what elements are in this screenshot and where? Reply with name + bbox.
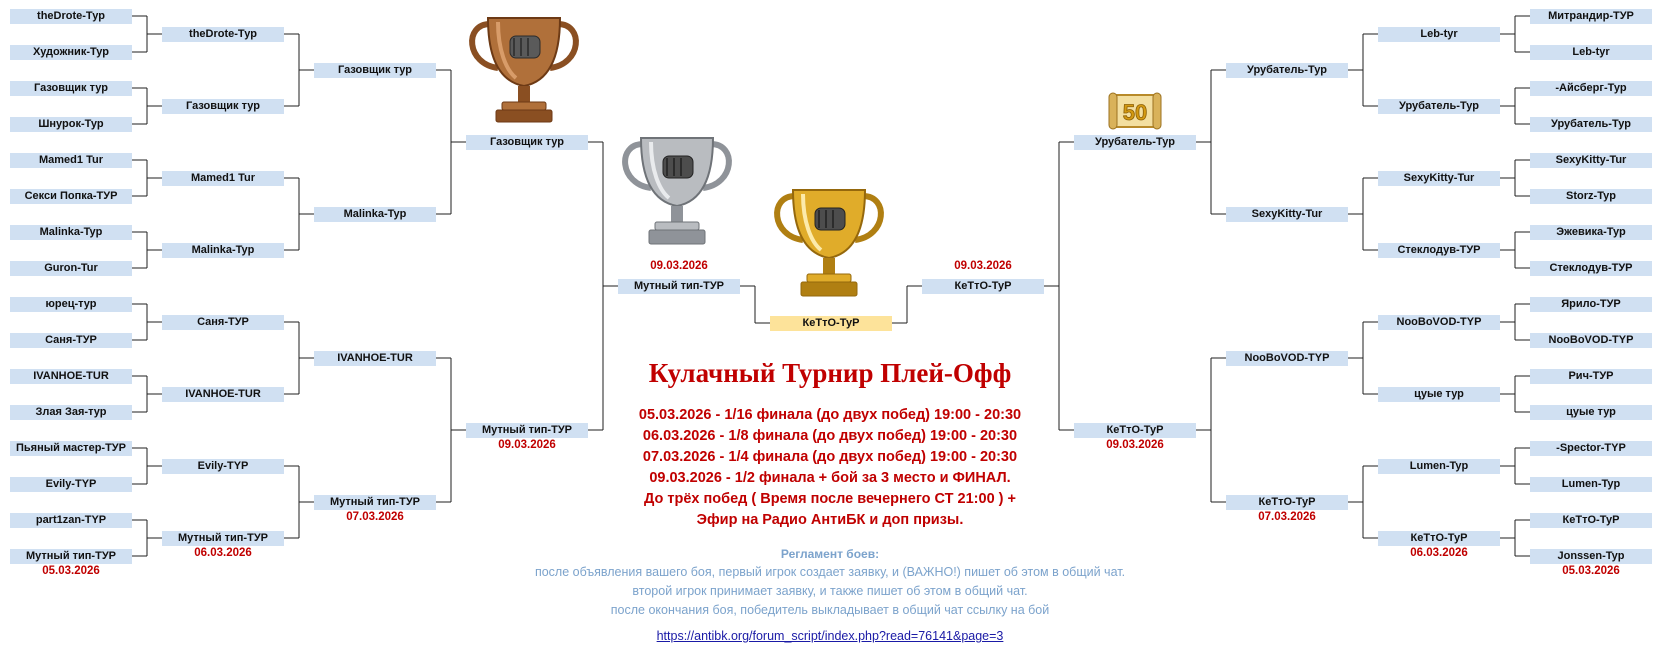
player-box: Пьяный мастер-ТУР (10, 441, 132, 456)
player-box: Мутный тип-ТУР (466, 423, 588, 438)
round-date: 06.03.2026 (1410, 547, 1468, 559)
player-box: Урубатель-Тур (1530, 117, 1652, 132)
rules-line: после окончания боя, победитель выкладывает в общий чат ссылку на бой (610, 603, 1050, 617)
fist-icon (815, 208, 845, 230)
player-box: Митрандир-ТУР (1530, 9, 1652, 24)
player-box: Эжевика-Тур (1530, 225, 1652, 240)
semifinal-box: Мутный тип-ТУР (618, 279, 740, 294)
scroll-badge-icon (1107, 91, 1163, 131)
player-box: Секси Попка-ТУР (10, 189, 132, 204)
round-date: 07.03.2026 (346, 511, 404, 523)
player-box: Malinka-Typ (162, 243, 284, 258)
bronze-trophy-icon (462, 10, 586, 128)
semifinal-box: КеТтО-ТуР (922, 279, 1044, 294)
player-box: Саня-ТУР (10, 333, 132, 348)
round-date: 09.03.2026 (650, 260, 708, 272)
player-box: IVANHOE-TUR (162, 387, 284, 402)
player-box: Газовщик тур (162, 99, 284, 114)
player-box: Leb-tyr (1378, 27, 1500, 42)
player-box: Evily-TYP (162, 459, 284, 474)
schedule-line: 07.03.2026 - 1/4 финала (до двух побед) 19:00 - 20:30 (642, 449, 1018, 465)
player-box: -Spector-TYP (1530, 441, 1652, 456)
player-box: КеТтО-ТуР (1378, 531, 1500, 546)
fist-icon (663, 156, 693, 178)
player-box: Саня-ТУР (162, 315, 284, 330)
player-box: юрец-тур (10, 297, 132, 312)
player-box: Jonssen-Typ (1530, 549, 1652, 564)
player-box: Storz-Typ (1530, 189, 1652, 204)
player-box: цуые тур (1378, 387, 1500, 402)
round-date: 06.03.2026 (194, 547, 252, 559)
player-box: Газовщик тур (314, 63, 436, 78)
player-box: Рич-ТУР (1530, 369, 1652, 384)
round-date: 05.03.2026 (42, 565, 100, 577)
silver-trophy-icon (615, 130, 739, 254)
round-date: 09.03.2026 (954, 260, 1012, 272)
player-box: -Айсберг-Тур (1530, 81, 1652, 96)
player-box: Lumen-Typ (1378, 459, 1500, 474)
player-box: SexyKitty-Tur (1226, 207, 1348, 222)
player-box: Guron-Tur (10, 261, 132, 276)
player-box: Malinka-Typ (314, 207, 436, 222)
player-box: КеТтО-ТуР (1074, 423, 1196, 438)
player-box: Урубатель-Тур (1074, 135, 1196, 150)
player-box: SexyKitty-Tur (1378, 171, 1500, 186)
player-box: Урубатель-Тур (1226, 63, 1348, 78)
player-box: IVANHOE-TUR (10, 369, 132, 384)
rules-line: второй игрок принимает заявку, и также пишет об этом в общий чат. (632, 584, 1028, 598)
player-box: Урубатель-Тур (1378, 99, 1500, 114)
schedule-line: 09.03.2026 - 1/2 финала + бой за 3 место и ФИНАЛ. (649, 470, 1011, 486)
player-box: Шнурок-Тур (10, 117, 132, 132)
player-box: Мутный тип-ТУР (10, 549, 132, 564)
schedule-line: 05.03.2026 - 1/16 финала (до двух побед) 19:00 - 20:30 (638, 407, 1022, 423)
page-title: Кулачный Турнир Плей-Офф (648, 358, 1012, 388)
player-box: NooBoVOD-TYP (1378, 315, 1500, 330)
round-date: 09.03.2026 (498, 439, 556, 451)
player-box: Мутный тип-ТУР (314, 495, 436, 510)
gold-trophy-icon (767, 182, 891, 304)
player-box: КеТтО-ТуР (1530, 513, 1652, 528)
rules-line: после объявления вашего боя, первый игрок создает заявку, и (ВАЖНО!) пишет об этом в общий чат. (534, 565, 1126, 579)
schedule-line: Эфир на Радио АнтиБК и доп призы. (696, 512, 964, 528)
player-box: Leb-tyr (1530, 45, 1652, 60)
player-box: цуые тур (1530, 405, 1652, 420)
player-box: theDrote-Тур (10, 9, 132, 24)
badge-number: 50 (1122, 100, 1148, 125)
player-box: theDrote-Тур (162, 27, 284, 42)
player-box: Злая Зая-тур (10, 405, 132, 420)
fist-icon (510, 36, 540, 58)
final-box: КеТтО-ТуР (770, 316, 892, 331)
forum-link[interactable]: https://antibk.org/forum_script/index.php?read=76141&page=3 (656, 629, 1004, 643)
round-date: 07.03.2026 (1258, 511, 1316, 523)
round-date: 05.03.2026 (1562, 565, 1620, 577)
player-box: NooBoVOD-TYP (1530, 333, 1652, 348)
player-box: IVANHOE-TUR (314, 351, 436, 366)
schedule-line: До трёх побед ( Время после вечернего СТ 21:00 ) + (643, 491, 1016, 507)
round-date: 09.03.2026 (1106, 439, 1164, 451)
player-box: Evily-TYP (10, 477, 132, 492)
player-box: NooBoVOD-TYP (1226, 351, 1348, 366)
player-box: Стеклодув-ТУР (1530, 261, 1652, 276)
player-box: КеТтО-ТуР (1226, 495, 1348, 510)
player-box: Mamed1 Tur (10, 153, 132, 168)
rules-heading: Регламент боев: (780, 547, 880, 561)
player-box: Художник-Тур (10, 45, 132, 60)
player-box: Стеклодув-ТУР (1378, 243, 1500, 258)
player-box: Газовщик тур (10, 81, 132, 96)
player-box: Lumen-Typ (1530, 477, 1652, 492)
schedule-line: 06.03.2026 - 1/8 финала (до двух побед) 19:00 - 20:30 (642, 428, 1018, 444)
player-box: Malinka-Typ (10, 225, 132, 240)
player-box: Ярило-ТУР (1530, 297, 1652, 312)
player-box: Mamed1 Tur (162, 171, 284, 186)
player-box: SexyKitty-Tur (1530, 153, 1652, 168)
player-box: Мутный тип-ТУР (162, 531, 284, 546)
player-box: part1zan-TYP (10, 513, 132, 528)
player-box: Газовщик тур (466, 135, 588, 150)
